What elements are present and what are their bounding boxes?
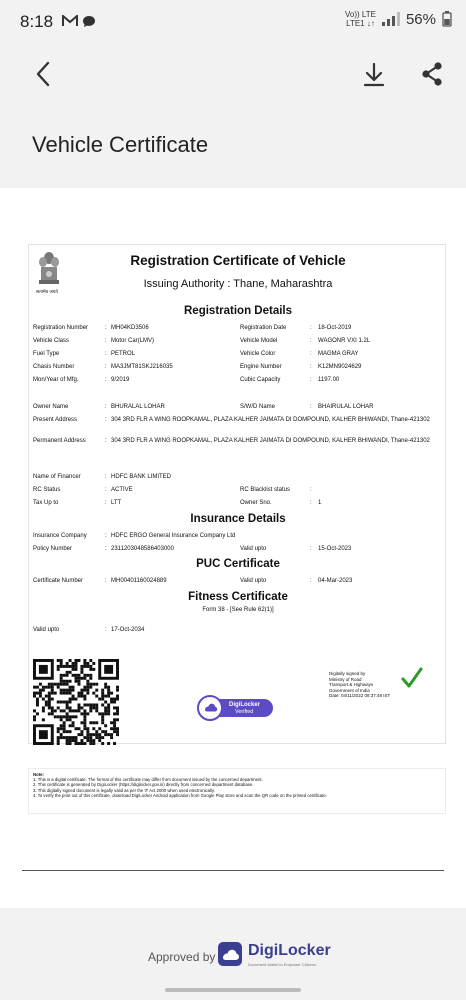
fitness-title: Fitness Certificate bbox=[188, 591, 288, 603]
insurance-valid-value: 15-Oct-2023 bbox=[318, 546, 352, 552]
chat-bubble-icon bbox=[82, 15, 96, 28]
tax-label: Tax Up to bbox=[33, 500, 59, 506]
owner-value: BHURALAL LOHAR bbox=[111, 404, 165, 410]
colon: : bbox=[105, 500, 107, 506]
colon: : bbox=[310, 364, 312, 370]
colon: : bbox=[310, 351, 312, 357]
signed-line: Digitally signed by bbox=[329, 671, 366, 676]
fuel-type-value: PETROL bbox=[111, 351, 136, 357]
colon: : bbox=[310, 487, 312, 493]
app-bar bbox=[0, 44, 466, 104]
certificate-title: Registration Certificate of Vehicle bbox=[130, 253, 346, 268]
gmail-icon bbox=[62, 15, 78, 27]
back-arrow-icon bbox=[28, 58, 60, 90]
mfg-label: Mon/Year of Mfg. bbox=[33, 377, 79, 383]
registration-certificate bbox=[28, 244, 446, 744]
rc-status-label: RC Status bbox=[33, 487, 61, 493]
colon: : bbox=[105, 474, 107, 480]
green-check-icon bbox=[401, 667, 423, 689]
vehicle-model-value: WAGONR VXI 1.2L bbox=[318, 338, 371, 344]
page-title: Vehicle Certificate bbox=[32, 132, 209, 157]
status-bar bbox=[0, 0, 466, 44]
vehicle-color-label: Vehicle Color bbox=[240, 351, 276, 357]
colon: : bbox=[105, 546, 107, 552]
signal-icon bbox=[382, 12, 400, 26]
financer-label: Name of Financer bbox=[33, 474, 81, 480]
footer bbox=[0, 908, 466, 1000]
rc-blacklist-label: RC Blacklist status bbox=[240, 487, 291, 493]
colon: : bbox=[310, 325, 312, 331]
digilocker-logo-icon bbox=[216, 940, 244, 968]
colon: : bbox=[310, 377, 312, 383]
chassis-value: MA3JMT81SKJ216035 bbox=[111, 364, 173, 370]
chassis-label: Chasis Number bbox=[33, 364, 75, 370]
download-button[interactable] bbox=[358, 58, 390, 90]
reg-date-value: 18-Oct-2019 bbox=[318, 325, 352, 331]
notes-heading: Note: bbox=[33, 772, 44, 777]
download-icon bbox=[358, 58, 390, 90]
approved-by-text: Approved by bbox=[148, 950, 216, 964]
colon: : bbox=[105, 487, 107, 493]
permanent-address-label: Permanent Address bbox=[33, 438, 86, 444]
battery-icon bbox=[442, 11, 452, 27]
colon: : bbox=[105, 438, 107, 444]
puc-valid-value: 04-Mar-2023 bbox=[318, 578, 353, 584]
present-address-value: 304 3RD FLR A WING ROOPKAMAL, PLAZA KALHER JAIMATA DI DOMPOUND, KALHER BHIWANDI, Thane-421302 bbox=[111, 417, 430, 423]
share-icon bbox=[416, 58, 448, 90]
issuing-authority: Issuing Authority : Thane, Maharashtra bbox=[143, 278, 333, 290]
puc-cert-label: Certificate Number bbox=[33, 578, 84, 584]
fuel-type-label: Fuel Type bbox=[33, 351, 60, 357]
battery-percent: 56% bbox=[405, 10, 436, 28]
status-time: 8:18 bbox=[20, 12, 54, 31]
swd-label: S/W/D Name bbox=[240, 404, 276, 410]
vehicle-class-label: Vehicle Class bbox=[33, 338, 70, 344]
financer-value: HDFC BANK LIMITED bbox=[111, 474, 172, 480]
digilocker-verified-badge bbox=[197, 695, 273, 721]
reg-date-label: Registration Date bbox=[240, 325, 287, 331]
colon: : bbox=[105, 404, 107, 410]
insurance-details-title: Insurance Details bbox=[190, 513, 286, 525]
signed-line: Date: 04/11/2022 08:37:49 IST bbox=[329, 693, 391, 698]
colon: : bbox=[105, 338, 107, 344]
fitness-valid-label: Valid upto bbox=[33, 627, 60, 633]
reg-number-value: MH04KD3506 bbox=[111, 325, 149, 331]
note-item: 2. This certificate is generated by DigiLocker (https://digilocker.gov.in) directly from concerned department database. bbox=[33, 782, 254, 788]
note-item: 1. This is a digital certificate. The format of this certificate may differ from document issued by the concerned department. bbox=[33, 777, 263, 783]
badge-line2: Verified bbox=[235, 709, 254, 715]
tax-value: LTT bbox=[111, 500, 122, 506]
status-right bbox=[345, 10, 452, 28]
network-top: Vo)) LTE bbox=[344, 10, 376, 19]
colon: : bbox=[105, 627, 107, 633]
network-indicator bbox=[345, 10, 376, 28]
swd-value: BHAIRULAL LOHAR bbox=[318, 404, 374, 410]
owner-label: Owner Name bbox=[33, 404, 69, 410]
puc-title: PUC Certificate bbox=[196, 558, 280, 570]
policy-number-value: 2311203048586403000 bbox=[111, 546, 174, 552]
page-title-bar bbox=[0, 104, 466, 188]
qr-code-icon bbox=[33, 659, 119, 745]
registration-details-title: Registration Details bbox=[184, 305, 292, 317]
fitness-valid-value: 17-Oct-2034 bbox=[111, 627, 145, 633]
colon: : bbox=[105, 351, 107, 357]
certificate-notes bbox=[28, 768, 446, 814]
colon: : bbox=[105, 533, 107, 539]
signed-line: Transport & Highways bbox=[329, 682, 374, 687]
digital-signature-text bbox=[329, 671, 390, 699]
owner-sno-label: Owner Sno. bbox=[240, 500, 272, 506]
note-item: 4. To verify the print out of this certificate, download DigiLocker Android application from Google Play store and scan the QR code on the printed certificate. bbox=[33, 792, 327, 798]
permanent-address-value: 304 3RD FLR A WING ROOPKAMAL, PLAZA KALHER JAIMATA DI DOMPOUND, KALHER BHIWANDI, Thane-421302 bbox=[111, 438, 430, 444]
share-button[interactable] bbox=[416, 58, 448, 90]
engine-value: K12MN9024629 bbox=[318, 364, 362, 370]
colon: : bbox=[310, 338, 312, 344]
mfg-value: 9/2019 bbox=[111, 377, 130, 383]
badge-line1: DigiLocker bbox=[229, 702, 261, 708]
digilocker-brand: DigiLocker bbox=[248, 942, 331, 959]
vehicle-model-label: Vehicle Model bbox=[240, 338, 278, 344]
colon: : bbox=[105, 578, 107, 584]
back-button[interactable] bbox=[28, 58, 60, 90]
colon: : bbox=[310, 404, 312, 410]
cc-value: 1197.00 bbox=[318, 377, 340, 383]
rc-status-value: ACTIVE bbox=[111, 487, 133, 493]
colon: : bbox=[105, 417, 107, 423]
divider bbox=[22, 870, 444, 871]
reg-number-label: Registration Number bbox=[33, 325, 89, 331]
owner-sno-value: 1 bbox=[318, 500, 322, 506]
fitness-form: Form 38 - [See Rule 62(1)] bbox=[202, 607, 274, 613]
colon: : bbox=[105, 364, 107, 370]
emblem-caption: सत्यमेव जयते bbox=[36, 289, 58, 294]
colon: : bbox=[105, 377, 107, 383]
present-address-label: Present Address bbox=[33, 417, 78, 423]
signed-line: Ministry of Road bbox=[329, 676, 362, 682]
puc-valid-label: Valid upto bbox=[240, 578, 267, 584]
policy-number-label: Policy Number bbox=[33, 546, 73, 552]
insurance-valid-label: Valid upto bbox=[240, 546, 267, 552]
notification-icons bbox=[62, 12, 96, 29]
signed-line: Government of India bbox=[329, 687, 370, 693]
document-viewer[interactable] bbox=[0, 188, 466, 908]
network-bottom: LTE1 ↓↑ bbox=[346, 19, 375, 28]
engine-label: Engine Number bbox=[240, 364, 282, 370]
colon: : bbox=[105, 325, 107, 331]
colon: : bbox=[310, 578, 312, 584]
vehicle-class-value: Motor Car(LMV) bbox=[111, 338, 155, 344]
puc-cert-value: MH00401160024889 bbox=[111, 578, 167, 584]
insurance-company-value: HDFC ERGO General Insurance Company Ltd bbox=[111, 533, 236, 539]
colon: : bbox=[310, 500, 312, 506]
colon: : bbox=[310, 546, 312, 552]
home-indicator[interactable] bbox=[165, 988, 301, 992]
note-item: 3. This digitally signed document is legally valid as per the IT Act 2000 when used electronically. bbox=[33, 787, 216, 793]
cc-label: Cubic Capacity bbox=[240, 377, 281, 383]
vehicle-color-value: MAGMA GRAY bbox=[318, 351, 359, 357]
digilocker-tagline: Document Wallet to Empower Citizens bbox=[248, 962, 317, 967]
insurance-company-label: Insurance Company bbox=[33, 533, 87, 539]
